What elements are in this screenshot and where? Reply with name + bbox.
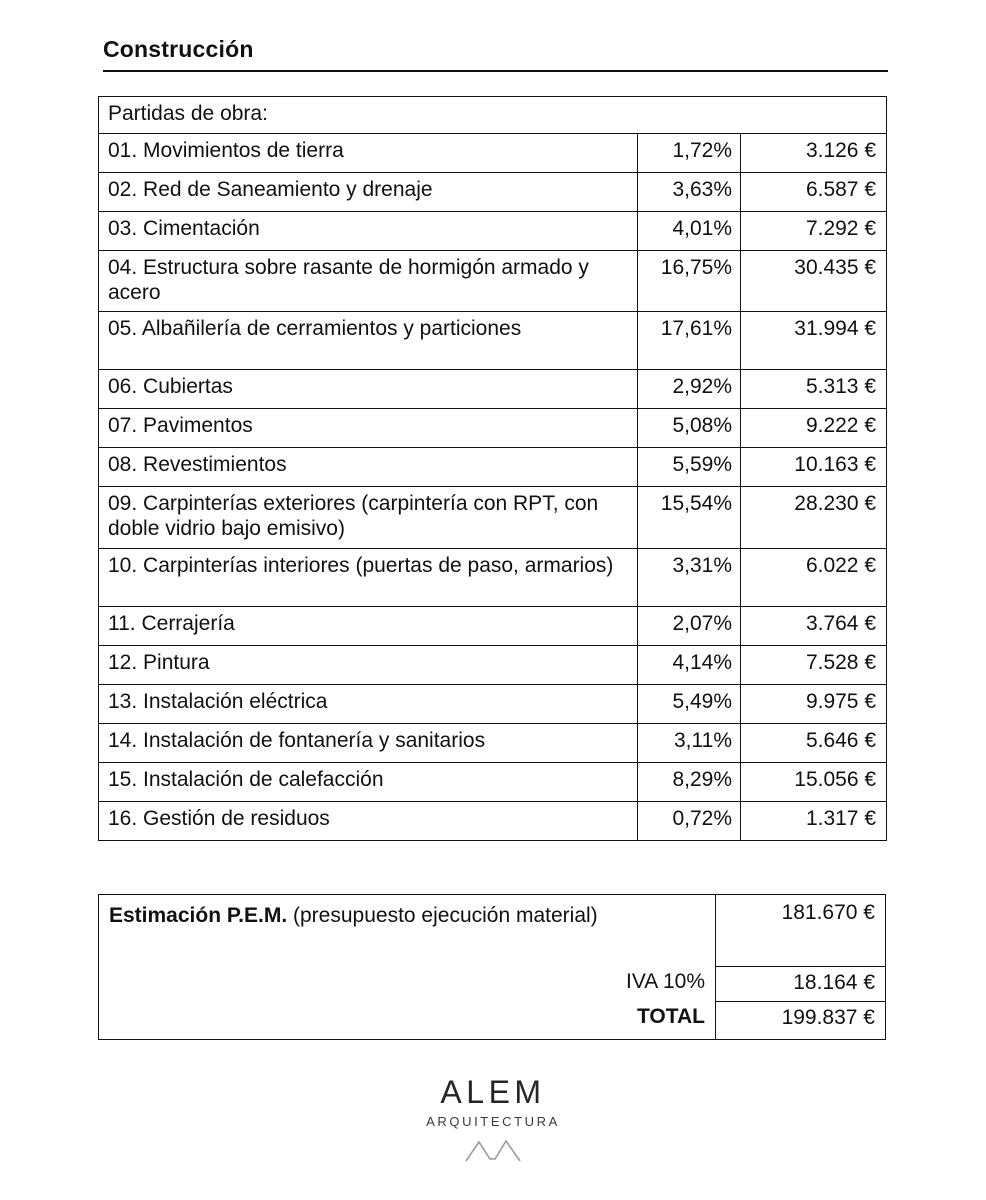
table-row bbox=[99, 211, 887, 250]
heading-divider bbox=[103, 70, 888, 72]
table-row bbox=[99, 801, 887, 840]
table-row bbox=[99, 762, 887, 801]
work-item-percentage: 8,29% bbox=[638, 762, 741, 801]
work-item-description: 06. Cubiertas bbox=[99, 370, 638, 409]
work-item-description: 11. Cerrajería bbox=[99, 606, 638, 645]
work-item-amount: 30.435 € bbox=[741, 250, 887, 312]
table-row bbox=[99, 645, 887, 684]
table-row bbox=[99, 409, 887, 448]
work-item-percentage: 0,72% bbox=[638, 801, 741, 840]
work-item-percentage: 2,92% bbox=[638, 370, 741, 409]
total-label: TOTAL bbox=[636, 1005, 705, 1028]
work-item-description: 10. Carpinterías interiores (puertas de paso, armarios) bbox=[99, 548, 638, 606]
pem-value: 181.670 € bbox=[716, 895, 885, 967]
work-item-percentage: 3,11% bbox=[638, 723, 741, 762]
work-item-description: 08. Revestimientos bbox=[99, 448, 638, 487]
work-item-amount: 6.587 € bbox=[741, 172, 887, 211]
work-item-percentage: 4,14% bbox=[638, 645, 741, 684]
works-table-caption: Partidas de obra: bbox=[99, 97, 887, 134]
logo-wordmark: ALEM bbox=[440, 1074, 546, 1110]
table-row bbox=[99, 606, 887, 645]
work-item-description: 03. Cimentación bbox=[99, 211, 638, 250]
summary-left-column bbox=[99, 895, 716, 1039]
table-row bbox=[99, 684, 887, 723]
work-item-description: 12. Pintura bbox=[99, 645, 638, 684]
table-row bbox=[99, 548, 887, 606]
work-item-amount: 3.764 € bbox=[741, 606, 887, 645]
table-row bbox=[99, 133, 887, 172]
work-item-amount: 7.528 € bbox=[741, 645, 887, 684]
mountain-zigzag-icon bbox=[0, 1137, 986, 1163]
work-item-description: 09. Carpinterías exteriores (carpintería con RPT, con doble vidrio bajo emisivo) bbox=[99, 487, 638, 549]
work-item-percentage: 5,08% bbox=[638, 409, 741, 448]
logo-subtitle: ARQUITECTURA bbox=[426, 1114, 560, 1129]
work-item-percentage: 3,63% bbox=[638, 172, 741, 211]
work-item-percentage: 15,54% bbox=[638, 487, 741, 549]
work-item-amount: 1.317 € bbox=[741, 801, 887, 840]
work-item-amount: 9.975 € bbox=[741, 684, 887, 723]
table-row bbox=[99, 723, 887, 762]
work-item-percentage: 4,01% bbox=[638, 211, 741, 250]
work-item-description: 13. Instalación eléctrica bbox=[99, 684, 638, 723]
table-row bbox=[99, 370, 887, 409]
work-item-percentage: 1,72% bbox=[638, 133, 741, 172]
table-row bbox=[99, 448, 887, 487]
section-heading-block bbox=[103, 36, 888, 72]
work-item-percentage: 16,75% bbox=[638, 250, 741, 312]
table-row bbox=[99, 250, 887, 312]
work-item-description: 14. Instalación de fontanería y sanitarios bbox=[99, 723, 638, 762]
summary-right-column bbox=[716, 895, 885, 1039]
table-row bbox=[99, 172, 887, 211]
work-item-percentage: 5,59% bbox=[638, 448, 741, 487]
work-item-description: 02. Red de Saneamiento y drenaje bbox=[99, 172, 638, 211]
work-item-amount: 6.022 € bbox=[741, 548, 887, 606]
pem-label-bold: Estimación P.E.M. bbox=[109, 904, 288, 927]
pem-label bbox=[109, 901, 707, 931]
work-item-amount: 10.163 € bbox=[741, 448, 887, 487]
work-item-description: 01. Movimientos de tierra bbox=[99, 133, 638, 172]
summary-table bbox=[98, 894, 886, 1040]
work-item-amount: 7.292 € bbox=[741, 211, 887, 250]
footer-logo bbox=[0, 1076, 986, 1163]
work-item-percentage: 3,31% bbox=[638, 548, 741, 606]
work-item-percentage: 17,61% bbox=[638, 312, 741, 370]
work-item-percentage: 5,49% bbox=[638, 684, 741, 723]
table-row bbox=[99, 312, 887, 370]
work-item-amount: 5.313 € bbox=[741, 370, 887, 409]
work-item-description: 04. Estructura sobre rasante de hormigón armado y acero bbox=[99, 250, 638, 312]
work-item-amount: 3.126 € bbox=[741, 133, 887, 172]
page-title: Construcción bbox=[103, 36, 254, 62]
work-item-amount: 9.222 € bbox=[741, 409, 887, 448]
iva-value: 18.164 € bbox=[716, 967, 885, 1002]
work-item-amount: 31.994 € bbox=[741, 312, 887, 370]
iva-label: IVA 10% bbox=[626, 970, 705, 993]
works-table-body bbox=[99, 97, 887, 841]
table-row bbox=[99, 487, 887, 549]
works-items-table bbox=[98, 96, 887, 841]
total-value: 199.837 € bbox=[781, 1006, 875, 1029]
pem-label-rest: (presupuesto ejecución material) bbox=[287, 904, 598, 927]
work-item-amount: 28.230 € bbox=[741, 487, 887, 549]
work-item-amount: 5.646 € bbox=[741, 723, 887, 762]
table-caption-row bbox=[99, 97, 887, 134]
work-item-description: 16. Gestión de residuos bbox=[99, 801, 638, 840]
work-item-description: 05. Albañilería de cerramientos y particiones bbox=[99, 312, 638, 370]
work-item-percentage: 2,07% bbox=[638, 606, 741, 645]
work-item-description: 15. Instalación de calefacción bbox=[99, 762, 638, 801]
work-item-description: 07. Pavimentos bbox=[99, 409, 638, 448]
work-item-amount: 15.056 € bbox=[741, 762, 887, 801]
